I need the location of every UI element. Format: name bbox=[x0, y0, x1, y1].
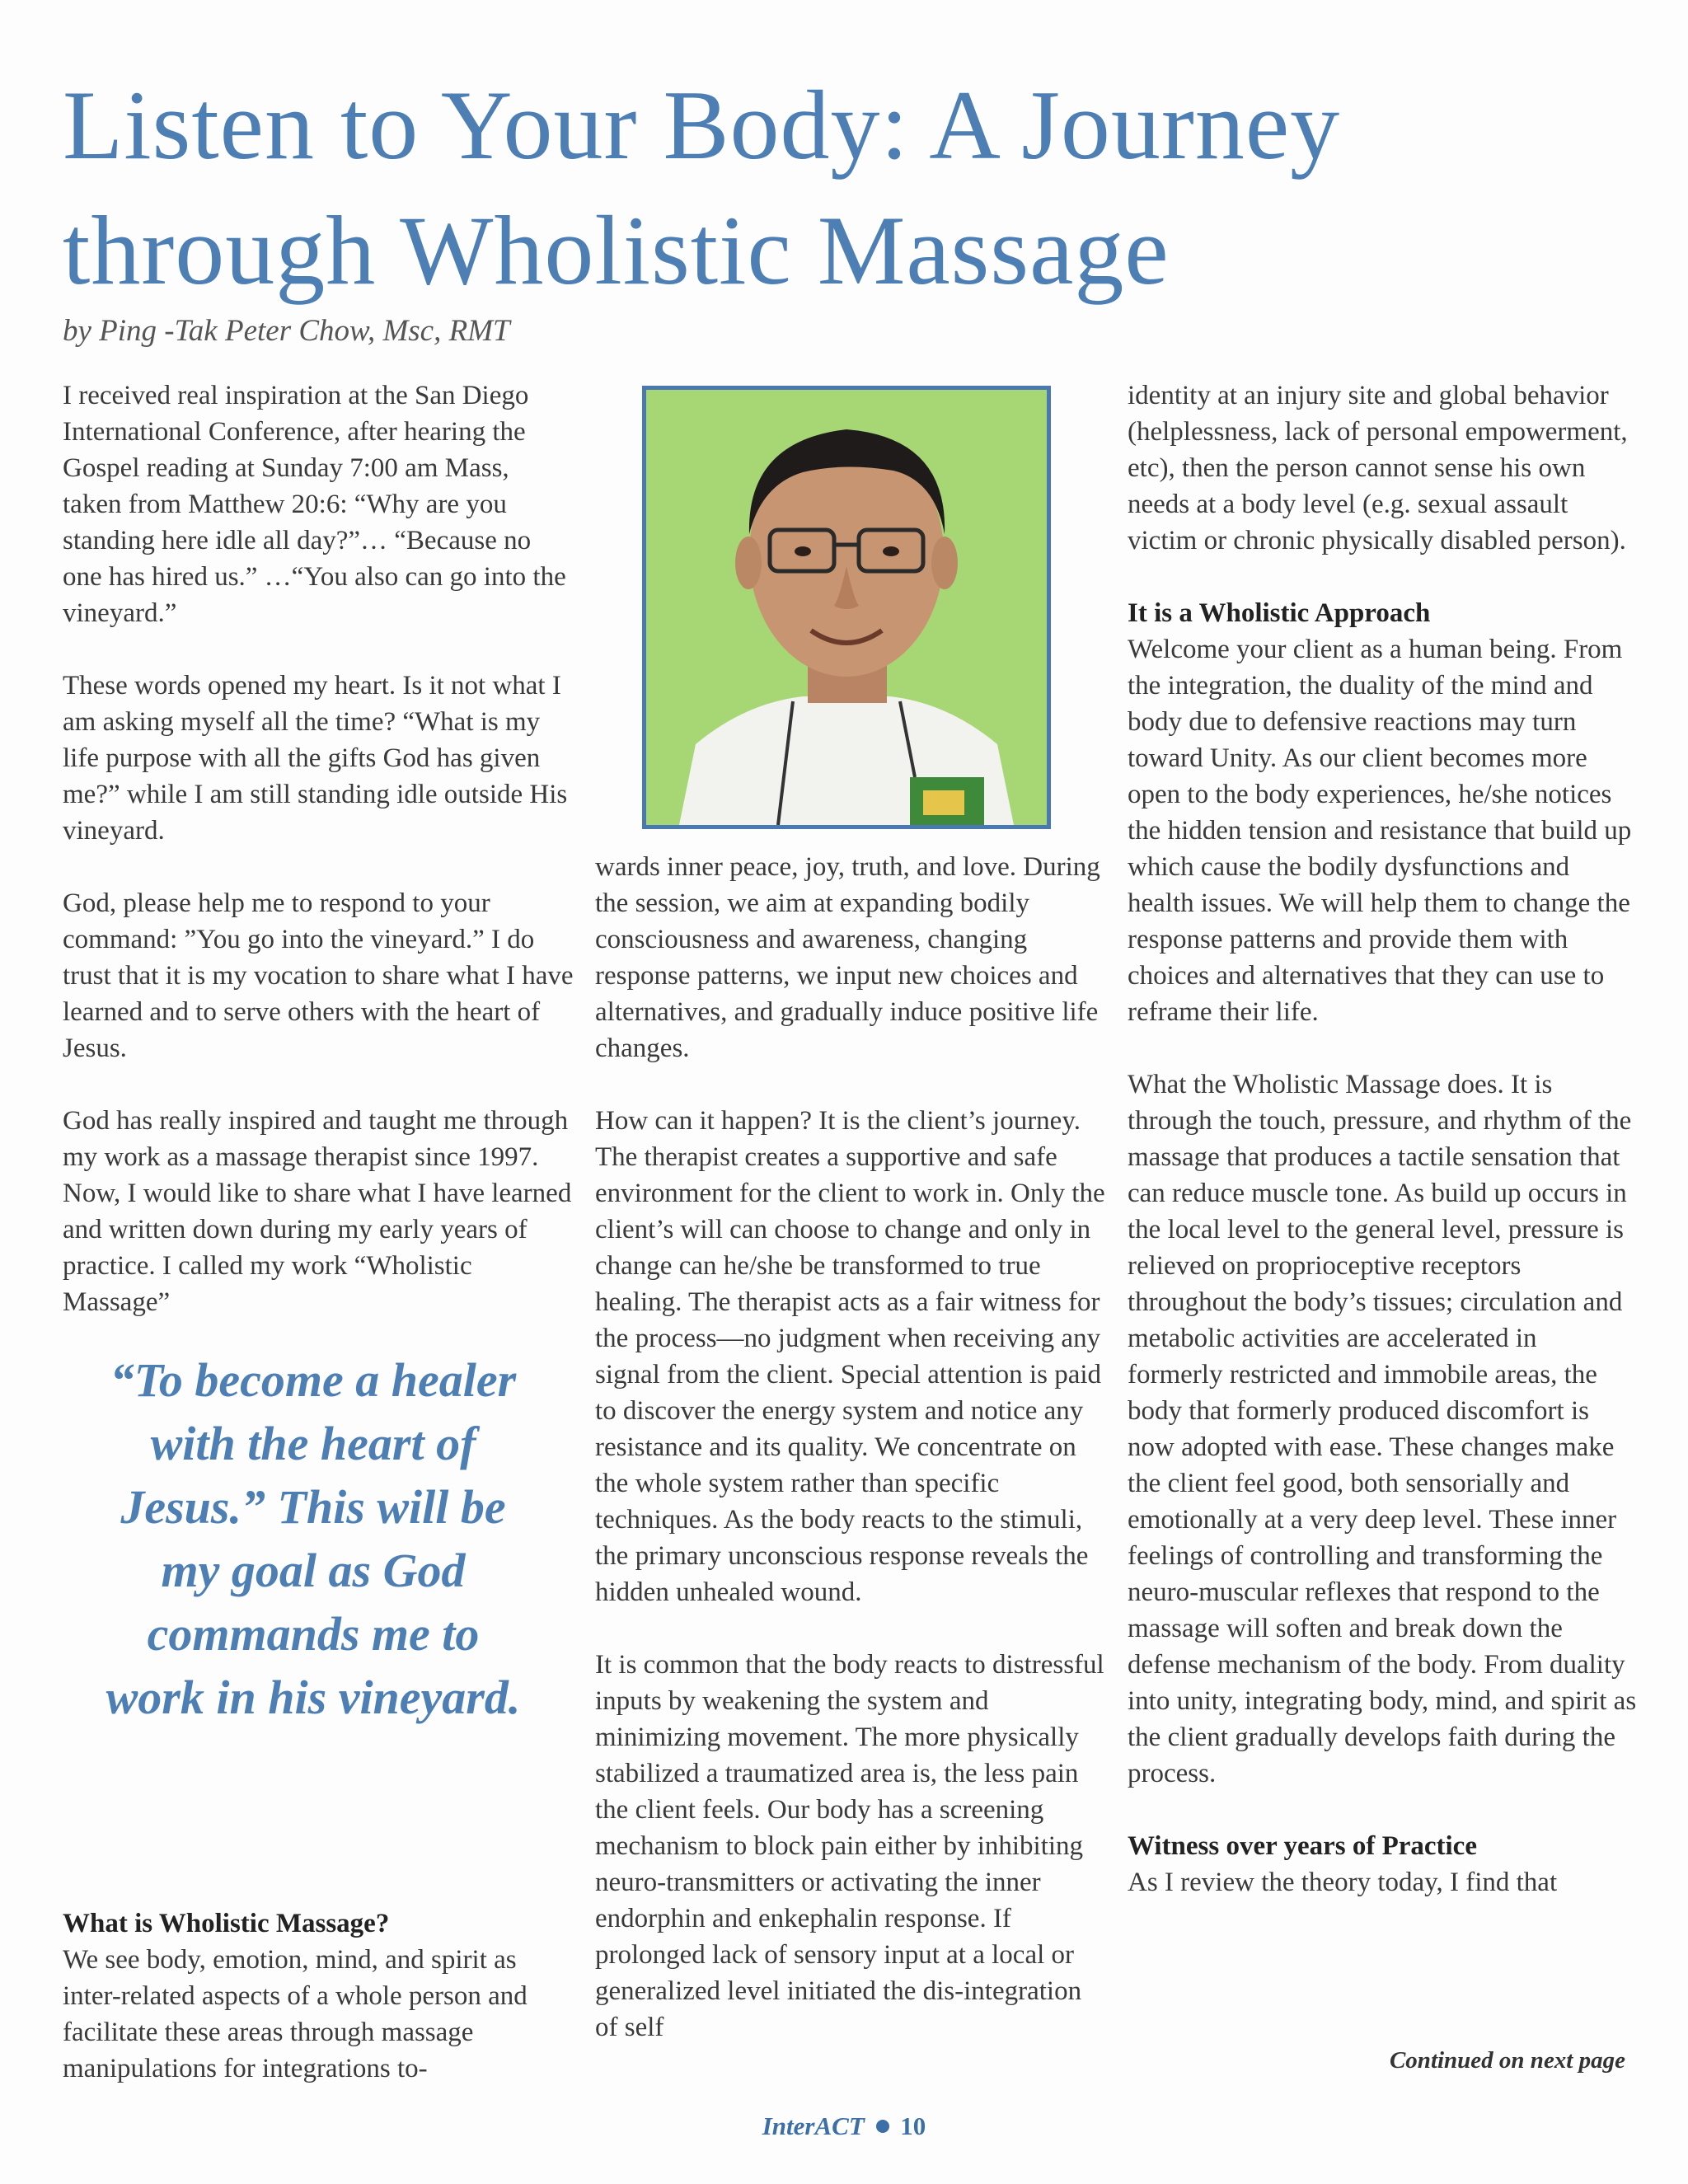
paragraph: I received real inspiration at the San Diego International Conference, after hearing the Gospel reading at Sunday 7:00 am Mass, taken from Matthew 20:6: “Why are you standing here idle all day?”… “Because no one has hired us.” …“You also can go into the vineyard.” bbox=[63, 381, 566, 628]
paragraph: We see body, emotion, mind, and spirit as inter-related aspects of a whole person and facilitate these areas through massage manipulations for integrations to- bbox=[63, 1945, 528, 2083]
magazine-name: InterACT bbox=[762, 2111, 865, 2140]
paragraph: God has really inspired and taught me through my work as a massage therapist since 1997. Now, I would like to share what I have learned and written down during my early years of practice. I called my work “Wholistic Massage” bbox=[63, 1106, 572, 1317]
bullet-dot-icon bbox=[876, 2120, 889, 2133]
section-heading: What is Wholistic Massage? bbox=[63, 1909, 390, 1938]
column-3 bbox=[1128, 377, 1639, 1900]
paragraph: How can it happen? It is the client’s journey. The therapist creates a supportive and safe environment for the client to work in. Only the client’s will can choose to change and only in change can he/she be transformed to true healing. The therapist acts as a fair witness for the process—no judgment when receiving any signal from the client. Special attention is paid to discover the energy system and notice any resistance and its quality. We concentrate on the whole system rather than specific techniques. As the body reacts to the stimuli, the primary unconscious response reveals the hidden unhealed wound. bbox=[595, 1106, 1105, 1607]
paragraph: Welcome your client as a human being. From the integration, the duality of the mind and body due to defensive reactions may turn toward Unity. As our client becomes more open to the body experiences, he/she notices the hidden tension and resistance that build up which cause the bodily dysfunctions and health issues. We will help them to change the response patterns and provide them with choices and alternatives that they can use to reframe their life. bbox=[1128, 635, 1632, 1027]
column-2 bbox=[595, 849, 1106, 2046]
paragraph: wards inner peace, joy, truth, and love. During the session, we aim at expanding bodily consciousness and awareness, changing response patterns, we input new choices and alternatives, and gradually induce positive life changes. bbox=[595, 852, 1100, 1063]
article-title: Listen to Your Body: A Journey through Wholistic Massage bbox=[63, 70, 1341, 305]
author-photo bbox=[642, 386, 1051, 829]
author-portrait-image bbox=[646, 390, 1047, 825]
paragraph: God, please help me to respond to your command: ”You go into the vineyard.” I do trust that it is my vocation to share what I have learned and to serve others with the heart of Jesus. bbox=[63, 888, 574, 1063]
paragraph: identity at an injury site and global behavior (helplessness, lack of personal empowerment, etc), then the person cannot sense his own needs at a body level (e.g. sexual assault victim or chronic physically disabled person). bbox=[1128, 381, 1628, 555]
page-number: 10 bbox=[900, 2111, 926, 2140]
continued-note: Continued on next page bbox=[1389, 2047, 1625, 2074]
column-1-lower bbox=[63, 1905, 574, 2087]
paragraph: What the Wholistic Massage does. It is through the touch, pressure, and rhythm of the massage that produces a tactile sensation that can reduce muscle tone. As build up occurs in the local level to the general level, pressure is relieved on proprioceptive receptors throughout the body’s tissues; circulation and metabolic activities are accelerated in formerly restricted and immobile areas, the body that formerly produced discomfort is now adopted with ease. These changes make the client feel good, both sensorially and emotionally at a very deep level. These inner feelings of controlling and transforming the neuro-muscular reflexes that respond to the massage will soften and break down the defense mechanism of the body. From duality into unity, integrating body, mind, and spirit as the client gradually develops faith during the process. bbox=[1128, 1070, 1637, 1788]
paragraph: It is common that the body reacts to distressful inputs by weakening the system and minimizing movement. The more physically stabilized a traumatized area is, the less pain the client feels. Our body has a screening mechanism to block pain either by inhibiting neuro-transmitters or activating the inner endorphin and enkephalin response. If prolonged lack of sensory input at a local or generalized level initiated the dis-integration of self bbox=[595, 1650, 1104, 2042]
paragraph: These words opened my heart. Is it not what I am asking myself all the time? “What is my life purpose with all the gifts God has given me?” while I am still standing idle outside His vineyard. bbox=[63, 671, 568, 846]
page-footer bbox=[0, 2111, 1688, 2141]
byline: by Ping -Tak Peter Chow, Msc, RMT bbox=[63, 314, 510, 348]
section-heading: It is a Wholistic Approach bbox=[1128, 598, 1431, 628]
paragraph: As I review the theory today, I find that bbox=[1128, 1868, 1558, 1897]
section-heading: Witness over years of Practice bbox=[1128, 1831, 1477, 1861]
column-1 bbox=[63, 377, 574, 1320]
pull-quote: “To become a healer with the heart of Jesus.” This will be my goal as God commands me to work in his vineyard. bbox=[106, 1353, 521, 1724]
